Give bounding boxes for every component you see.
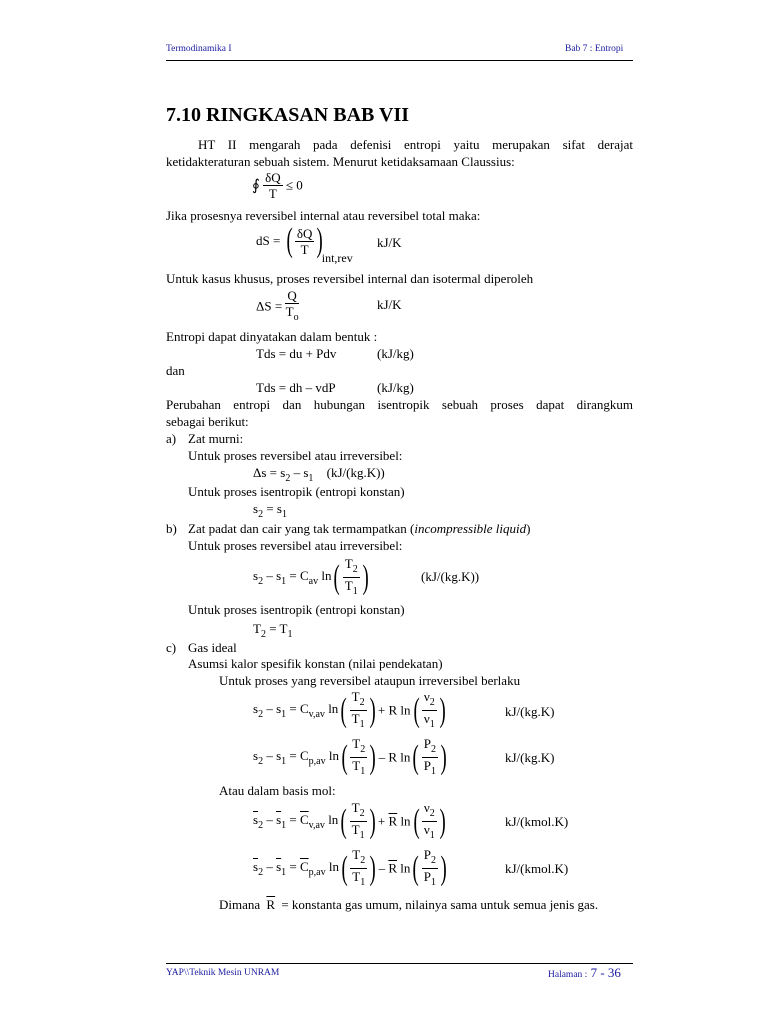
eq-clausius-num: δQ xyxy=(265,170,281,185)
eq-dS-den-T: T xyxy=(285,304,294,319)
para1-line1: HT II mengarah pada defenisi entropi yaitu merupakan sifat derajat xyxy=(198,137,633,152)
a-eq2: $s_2 = s_1$ xyxy=(253,501,287,520)
eq-clausius-den: T xyxy=(268,186,277,201)
right-paren-icon: ) xyxy=(362,558,369,596)
para2-line2: sebagai berikut: xyxy=(166,414,249,429)
item-a-marker: a) xyxy=(166,431,177,446)
item-b-label xyxy=(188,521,531,537)
para2-line1: Perubahan entropi dan hubungan isentropik sebuah proses dapat dirangkum xyxy=(166,397,633,412)
c-eq3-frac2: $\frac{\nu_2}{\nu_1}$ xyxy=(423,800,435,841)
header-right: Bab 7 : Entropi xyxy=(565,44,624,54)
right-paren-icon: ) xyxy=(316,222,324,259)
left-paren-icon: ( xyxy=(340,802,348,840)
eq-dS-unit: kJ/K xyxy=(377,297,402,312)
eq-dS-num: Q xyxy=(287,288,297,303)
a-eq2-sub2: 2 xyxy=(258,509,264,520)
b-eq1-frac: $\frac{T_2}{T_1}$ xyxy=(344,556,358,597)
eq-ds-sub: int,rev xyxy=(321,250,353,265)
c-assume: Asumsi kalor spesifik konstan (nilai pendekatan) xyxy=(188,656,443,671)
right-paren-icon: ) xyxy=(440,738,447,776)
a-eq2-sub1: 1 xyxy=(281,509,287,520)
eq-dS xyxy=(256,288,299,325)
eq-dS-den-sub: o xyxy=(293,312,299,323)
b-eq1: $s_2 - s_1 = C_{av}$ ln( $\frac{T_2}{T_1}$ ) xyxy=(253,556,369,597)
left-paren-icon: ( xyxy=(412,738,420,776)
c-unit-mol-2: kJ/(kmol.K) xyxy=(505,861,569,876)
header-rule xyxy=(166,60,633,61)
right-paren-icon: ) xyxy=(369,849,377,887)
eq-ds-den: T xyxy=(300,241,309,257)
b-isen: Untuk proses isentropik (entropi konstan) xyxy=(188,602,405,617)
c-unit-mass-2: kJ/(kg.K) xyxy=(505,750,555,765)
a-eq1-expr: Δs = s xyxy=(253,465,286,480)
dimana-pre: Dimana xyxy=(219,897,261,912)
left-paren-icon: ( xyxy=(341,849,348,887)
a-eq1-s1-sub: 1 xyxy=(308,473,314,484)
line-isothermal: Untuk kasus khusus, proses reversibel internal dan isotermal diperoleh xyxy=(166,271,534,286)
c-eq2-frac2: $\frac{P_2}{P_1}$ xyxy=(423,736,436,777)
eq-clausius-frac xyxy=(263,170,283,201)
header-left: Termodinamika I xyxy=(166,44,232,54)
item-c-label: Gas ideal xyxy=(188,640,237,655)
right-paren-icon: ) xyxy=(369,691,376,729)
right-paren-icon: ) xyxy=(439,691,446,729)
c-eq2-frac1: $\frac{T_2}{T_1}$ xyxy=(352,736,366,777)
c-eq3-frac1: $\frac{T_2}{T_1}$ xyxy=(351,800,365,841)
c-eq4-frac2: $\frac{P_2}{P_1}$ xyxy=(423,847,436,888)
c-eq3: $\overline{s}_2 - \overline{s}_1 = \overline{C}_{v,av}$ ln( $\frac{T_2}{T_1}$ ) + $\overline{R}$ ln( $\frac{\nu_2}{\nu_1}$ ) xyxy=(253,800,446,841)
b-rev: Untuk proses reversibel atau irreversibel: xyxy=(188,538,403,553)
item-b-label-post: ) xyxy=(526,521,531,536)
eq-dS-frac xyxy=(285,288,298,325)
line-entropy-form: Entropi dapat dinyatakan dalam bentuk : xyxy=(166,329,378,344)
eq-tds1: Tds = du + Pdv xyxy=(256,346,337,361)
para1-line2: ketidakteraturan sebuah sistem. Menurut ketidaksamaan Claussius: xyxy=(166,154,515,169)
eq-ds-unit: kJ/K xyxy=(377,235,402,250)
a-isen: Untuk proses isentropik (entropi konstan) xyxy=(188,484,405,499)
c-unit-mol-1: kJ/(kmol.K) xyxy=(505,814,569,829)
c-eq2: $s_2 - s_1 = C_{p,av}$ ln( $\frac{T_2}{T_1}$ ) – R ln( $\frac{P_2}{P_1}$ ) xyxy=(253,736,447,777)
c-rev: Untuk proses yang reversibel ataupun irreversibel berlaku xyxy=(219,673,521,688)
c-eq4: $\overline{s}_2 - \overline{s}_1 = \overline{C}_{p,av}$ ln( $\frac{T_2}{T_1}$ ) – $\overline{R}$ ln( $\frac{P_2}{P_1}$ ) xyxy=(253,847,447,888)
a-eq1: $\Delta s = s_2 - s_1$ (kJ/(kg.K)) xyxy=(253,465,385,484)
page-number: 7 - 36 xyxy=(590,965,621,980)
section-title: 7.10 RINGKASAN BAB VII xyxy=(166,104,410,126)
footer-right xyxy=(548,965,621,981)
c-eq1-frac2: $\frac{\nu_2}{\nu_1}$ xyxy=(423,689,435,730)
item-b-marker: b) xyxy=(166,521,177,536)
gas-constant-symbol: $\overline{R}$ xyxy=(266,897,276,912)
c-eq1-frac1: $\frac{T_2}{T_1}$ xyxy=(351,689,365,730)
footer-rule xyxy=(166,963,633,964)
eq-tds2: Tds = dh – vdP xyxy=(256,380,336,395)
left-paren-icon: ( xyxy=(286,222,293,259)
right-paren-icon: ) xyxy=(439,802,446,840)
cyclic-integral-icon: ∮ xyxy=(252,178,260,194)
footer-left: YAP\\Teknik Mesin UNRAM xyxy=(166,968,280,978)
b-eq2: $T_2 = T_1$ xyxy=(253,621,293,640)
eq-clausius xyxy=(252,170,303,201)
right-paren-icon: ) xyxy=(369,738,377,776)
eq-ds xyxy=(256,224,353,266)
left-paren-icon: ( xyxy=(340,691,348,729)
item-b-label-pre: Zat padat dan cair yang tak termampatkan ( xyxy=(188,521,415,536)
eq-ds-num: δQ xyxy=(296,225,313,241)
left-paren-icon: ( xyxy=(413,691,420,729)
item-a-label: Zat murni: xyxy=(188,431,244,446)
eq-clausius-rhs: ≤ 0 xyxy=(285,177,303,193)
line-reversible: Jika prosesnya reversibel internal atau reversibel total maka: xyxy=(166,208,481,223)
c-eq1: $s_2 - s_1 = C_{v,av}$ ln( $\frac{T_2}{T_1}$ ) + R ln( $\frac{\nu_2}{\nu_1}$ ) xyxy=(253,689,446,730)
eq-tds1-unit: (kJ/kg) xyxy=(377,346,414,361)
right-paren-icon: ) xyxy=(369,802,376,840)
left-paren-icon: ( xyxy=(341,738,348,776)
dimana-line xyxy=(219,897,598,913)
b-eq-unit: (kJ/(kg.K)) xyxy=(421,569,480,584)
eq-dS-lhs: ΔS = xyxy=(256,298,283,314)
item-c-marker: c) xyxy=(166,640,177,655)
eq-ds-frac xyxy=(295,226,315,257)
eq-ds-lhs: dS = xyxy=(256,233,281,248)
left-paren-icon: ( xyxy=(413,802,420,840)
a-eq1-s2-sub: 2 xyxy=(285,473,291,484)
a-eq1-unit: (kJ/(kg.K)) xyxy=(326,465,385,480)
dimana-post: = konstanta gas umum, nilainya sama untuk semua jenis gas. xyxy=(281,897,599,912)
c-mol: Atau dalam basis mol: xyxy=(219,783,336,798)
item-b-label-italic: incompressible liquid xyxy=(414,521,527,536)
c-eq4-frac1: $\frac{T_2}{T_1}$ xyxy=(352,847,366,888)
left-paren-icon: ( xyxy=(334,558,341,596)
right-paren-icon: ) xyxy=(440,849,447,887)
a-rev: Untuk proses reversibel atau irreversibel: xyxy=(188,448,403,463)
eq-dS-den xyxy=(285,304,298,325)
footer-right-label: Halaman : xyxy=(548,970,588,980)
eq-tds2-unit: (kJ/kg) xyxy=(377,380,414,395)
word-dan: dan xyxy=(166,363,185,378)
left-paren-icon: ( xyxy=(412,849,420,887)
c-unit-mass-1: kJ/(kg.K) xyxy=(505,704,555,719)
